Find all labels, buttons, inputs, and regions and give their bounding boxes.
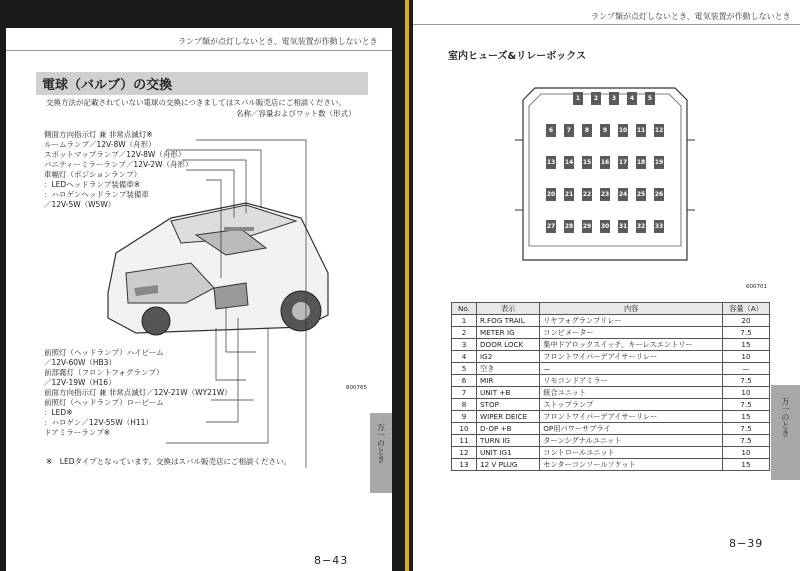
- fuse-slot: 10: [618, 124, 628, 137]
- table-row: [452, 375, 770, 387]
- table-cell: 1: [452, 315, 477, 327]
- fuse-slot: 32: [636, 220, 646, 233]
- figure-code: 600701: [746, 284, 767, 290]
- table-cell: UNIT +B: [477, 387, 540, 399]
- fuse-slot: 5: [645, 92, 655, 105]
- bulb-label: 前照灯（ヘッドランプ）ロービーム: [44, 398, 164, 407]
- fuse-slot: 17: [618, 156, 628, 169]
- table-cell: STOP: [477, 399, 540, 411]
- page-header: ランプ類が点灯しないとき、電気装置が作動しないとき: [591, 12, 791, 21]
- fuse-slot: 19: [654, 156, 664, 169]
- table-cell: 9: [452, 411, 477, 423]
- table-cell: 10: [452, 423, 477, 435]
- table-row: [452, 447, 770, 459]
- page-number: 8−43: [314, 554, 349, 567]
- table-cell: リヤフォグランプリレー: [540, 315, 723, 327]
- bulb-label: ：ハロゲンヘッドランプ装備車: [44, 190, 149, 199]
- side-tab-label: 万一のとき: [376, 423, 386, 463]
- table-cell: 空き: [477, 363, 540, 375]
- section-title: 電球（バルブ）の交換: [36, 72, 368, 95]
- fuse-slot: 15: [582, 156, 592, 169]
- table-cell: 7.5: [723, 327, 770, 339]
- table-cell: 7.5: [723, 375, 770, 387]
- table-cell: フロントワイパーデアイサーリレー: [540, 351, 723, 363]
- table-cell: 7: [452, 387, 477, 399]
- table-cell: DOOR LOCK: [477, 339, 540, 351]
- bulb-label: スポットマップランプ／12V-8W（舟形）: [44, 150, 186, 159]
- fuse-slot: 21: [564, 188, 574, 201]
- table-cell: 7.5: [723, 399, 770, 411]
- side-tab: [771, 385, 800, 480]
- table-row: [452, 411, 770, 423]
- bulb-label: ドアミラーランプ※: [44, 428, 111, 437]
- table-row: [452, 435, 770, 447]
- fuse-slot: 18: [636, 156, 646, 169]
- table-cell: 12 V PLUG: [477, 459, 540, 471]
- fuse-slot: 12: [654, 124, 664, 137]
- fuse-slot: 33: [654, 220, 664, 233]
- table-cell: 13: [452, 459, 477, 471]
- table-cell: 7.5: [723, 435, 770, 447]
- fuse-slot: 29: [582, 220, 592, 233]
- fuse-slot: 26: [654, 188, 664, 201]
- table-cell: 10: [723, 447, 770, 459]
- fuse-slot: 13: [546, 156, 556, 169]
- table-cell: コンビメーター: [540, 327, 723, 339]
- right-page: [413, 0, 800, 571]
- figure-code: 800765: [346, 385, 367, 391]
- col-capacity: 容量（A）: [723, 303, 770, 315]
- table-cell: 3: [452, 339, 477, 351]
- table-cell: ストップランプ: [540, 399, 723, 411]
- fuse-slot: 16: [600, 156, 610, 169]
- bulb-label: ／12V-5W（W5W）: [44, 200, 116, 209]
- table-cell: TURN IG: [477, 435, 540, 447]
- table-cell: OP用パワーサプライ: [540, 423, 723, 435]
- fuse-slot: 25: [636, 188, 646, 201]
- table-row: [452, 327, 770, 339]
- bulb-label: ：ハロゲン／12V-55W（H11）: [44, 418, 153, 427]
- page-header: ランプ類が点灯しないとき、電気装置が作動しないとき: [178, 37, 378, 46]
- table-cell: 12: [452, 447, 477, 459]
- table-cell: IG2: [477, 351, 540, 363]
- bulb-label: 前照灯（ヘッドランプ）ハイビーム: [44, 348, 164, 357]
- table-cell: ターンシグナルユニット: [540, 435, 723, 447]
- table-cell: WIPER DEICE: [477, 411, 540, 423]
- table-cell: 20: [723, 315, 770, 327]
- table-cell: 5: [452, 363, 477, 375]
- fuse-slot: 20: [546, 188, 556, 201]
- table-cell: コントロールユニット: [540, 447, 723, 459]
- bulb-label: 側面方向指示灯 兼 非常点滅灯※: [44, 130, 153, 139]
- col-content: 内容: [540, 303, 723, 315]
- table-row: [452, 423, 770, 435]
- table-cell: UNIT IG1: [477, 447, 540, 459]
- table-cell: フロントワイパーデアイサーリレー: [540, 411, 723, 423]
- table-row: [452, 459, 770, 471]
- bulb-label: バニティーミラーランプ／12V-2W（舟形）: [44, 160, 193, 169]
- table-cell: —: [723, 363, 770, 375]
- fuse-table: [451, 302, 770, 471]
- table-cell: 15: [723, 411, 770, 423]
- table-cell: 11: [452, 435, 477, 447]
- fuse-slot: 8: [582, 124, 592, 137]
- table-cell: 7.5: [723, 423, 770, 435]
- bulb-label: ／12V-19W（H16）: [44, 378, 116, 387]
- table-row: [452, 363, 770, 375]
- legend-text: 名称／容量およびワット数（形式）: [236, 109, 356, 118]
- bulb-label: ：LEDヘッドランプ装備車※: [44, 180, 140, 189]
- fuse-slot: 24: [618, 188, 628, 201]
- table-header-row: [452, 303, 770, 315]
- side-tab: [370, 413, 392, 493]
- table-cell: 15: [723, 339, 770, 351]
- table-cell: D-OP +B: [477, 423, 540, 435]
- fuse-slot: 30: [600, 220, 610, 233]
- bulb-label: 前面方向指示灯 兼 非常点滅灯／12V-21W（WY21W）: [44, 388, 232, 397]
- page-divider: [405, 0, 409, 571]
- table-cell: MIR: [477, 375, 540, 387]
- table-cell: 15: [723, 459, 770, 471]
- fuse-grid: [515, 80, 695, 270]
- table-cell: 統合ユニット: [540, 387, 723, 399]
- fuse-slot: 7: [564, 124, 574, 137]
- table-row: [452, 387, 770, 399]
- table-cell: 4: [452, 351, 477, 363]
- fuse-slot: 23: [600, 188, 610, 201]
- fuse-slot: 31: [618, 220, 628, 233]
- fuse-slot: 28: [564, 220, 574, 233]
- table-row: [452, 315, 770, 327]
- table-cell: —: [540, 363, 723, 375]
- fuse-slot: 4: [627, 92, 637, 105]
- bulb-label: ルームランプ／12V-8W（舟形）: [44, 140, 156, 149]
- fuse-slot: 3: [609, 92, 619, 105]
- col-label: 表示: [477, 303, 540, 315]
- table-cell: 8: [452, 399, 477, 411]
- table-cell: R.FOG TRAIL: [477, 315, 540, 327]
- table-row: [452, 351, 770, 363]
- bulb-label: 前部霧灯（フロントフォグランプ）: [44, 368, 164, 377]
- intro-text: 交換方法が記載されていない電球の交換につきましてはスバル販売店にご相談ください。: [46, 98, 346, 107]
- fuse-slot: 2: [591, 92, 601, 105]
- fuse-slot: 14: [564, 156, 574, 169]
- table-row: [452, 399, 770, 411]
- fuse-slot: 9: [600, 124, 610, 137]
- fuse-slot: 11: [636, 124, 646, 137]
- bulb-label: ：LED※: [44, 408, 73, 417]
- fuse-slot: 22: [582, 188, 592, 201]
- bulb-label: ／12V-60W（HB3）: [44, 358, 116, 367]
- fuse-slot: 6: [546, 124, 556, 137]
- table-cell: 6: [452, 375, 477, 387]
- section-title: 室内ヒューズ&リレーボックス: [448, 51, 587, 62]
- bulb-label: 車幅灯（ポジションランプ）: [44, 170, 142, 179]
- header-rule: [413, 24, 800, 25]
- side-tab-label: 万一のとき: [781, 397, 790, 437]
- table-cell: 2: [452, 327, 477, 339]
- table-cell: センターコンソールソケット: [540, 459, 723, 471]
- footnote: ※ LEDタイプとなっています。交換はスバル販売店にご相談ください。: [46, 457, 291, 466]
- table-row: [452, 339, 770, 351]
- left-page: [6, 28, 392, 571]
- table-cell: 10: [723, 351, 770, 363]
- table-cell: METER IG: [477, 327, 540, 339]
- fuse-slot: 1: [573, 92, 583, 105]
- table-cell: 集中ドアロックスイッチ、キーレスエントリー: [540, 339, 723, 351]
- table-cell: リモコンドアミラー: [540, 375, 723, 387]
- fuse-slot: 27: [546, 220, 556, 233]
- leader-lines: [6, 28, 392, 571]
- col-no: No.: [452, 303, 477, 315]
- page-number: 8−39: [729, 537, 764, 550]
- table-cell: 10: [723, 387, 770, 399]
